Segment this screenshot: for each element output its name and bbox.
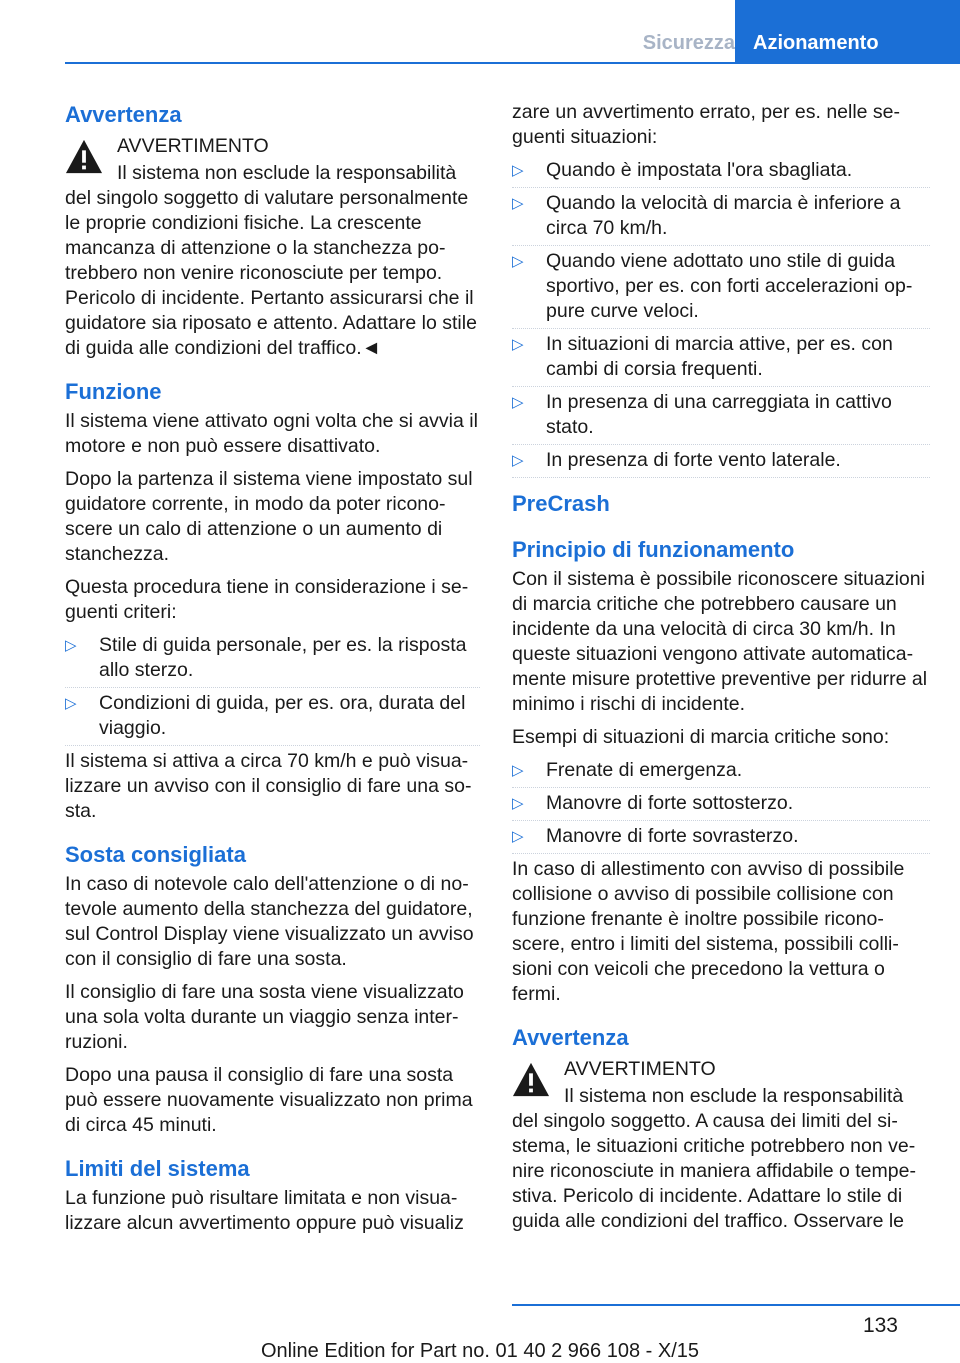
bullet-triangle-icon: ▷ [65, 695, 77, 712]
paragraph: La funzione può risultare limitata e non visualizzare alcun avvertimento oppure può visualiz [65, 1187, 464, 1234]
bullet-triangle-icon: ▷ [512, 452, 524, 469]
list-item: ▷ In presenza di forte vento laterale. [512, 448, 930, 473]
paragraph: Il sistema viene attivato ogni volta che si avvia il motore e non può essere disattivato. [65, 410, 478, 457]
criteria-list [65, 633, 480, 741]
list-item: ▷ In presenza di una carreggiata in cattivo stato. [512, 390, 930, 440]
bullet-triangle-icon: ▷ [512, 795, 524, 812]
limits-list [512, 158, 930, 473]
page-header [65, 0, 960, 64]
warning-title: AVVERTIMENTO [564, 1058, 716, 1080]
paragraph: In caso di notevole calo dell'attenzione o di notevole aumento della stanchezza del guidatore, sul Control Display viene visualizzato un avviso con il consiglio di fare una sosta. [65, 873, 474, 970]
paragraph: Dopo una pausa il consiglio di fare una sosta può essere nuovamente visualizzato non prima di circa 45 minuti. [65, 1064, 473, 1136]
paragraph: Questa procedura tiene in considerazione i seguenti criteri: [65, 576, 469, 623]
list-item: ▷ Quando la velocità di marcia è inferiore a circa 70 km/h. [512, 191, 930, 241]
list-item: ▷ Quando viene adottato uno stile di guida sportivo, per es. con forti accelerazioni oppure curve veloci. [512, 249, 930, 324]
precrash-heading: PreCrash [512, 491, 610, 516]
sosta-heading: Sosta consigliata [65, 842, 246, 867]
list-item: ▷ Condizioni di guida, per es. ora, durata del viaggio. [65, 691, 480, 741]
paragraph: Con il sistema è possibile riconoscere situazioni di marcia critiche che potrebbero causare un incidente da una velocità di circa 30 km/h. In queste situazioni vengono attivate automaticamente misure protettive preventive per ridurre al minimo i rischi di incidente. [512, 568, 928, 715]
footer-rule [512, 1304, 960, 1306]
list-item: ▷ In situazioni di marcia attive, per es. con cambi di corsia frequenti. [512, 332, 930, 382]
paragraph: In caso di allestimento con avviso di possibile collisione o avviso di possibile collisione con funzione frenante è inoltre possibile riconoscere, entro i limiti del sistema, possibili collisioni con veicoli che precedono la vettura o fermi. [512, 858, 905, 1005]
examples-list [512, 758, 930, 849]
header-section-label: Sicurezza [642, 32, 735, 54]
list-item: ▷ Manovre di forte sottosterzo. [512, 791, 930, 816]
bullet-triangle-icon: ▷ [512, 828, 524, 845]
paragraph: Esempi di situazioni di marcia critiche sono: [512, 726, 890, 748]
left-column [65, 100, 480, 1244]
paragraph: Il consiglio di fare una sosta viene visualizzato una sola volta durante un viaggio senza interruzioni. [65, 981, 464, 1053]
warning-heading: Avvertenza [65, 102, 182, 127]
list-item: ▷ Quando è impostata l'ora sbagliata. [512, 158, 930, 183]
list-item: ▷ Frenate di emergenza. [512, 758, 930, 783]
warning-box [512, 1057, 930, 1234]
bullet-triangle-icon: ▷ [512, 394, 524, 411]
warning-heading: Avvertenza [512, 1025, 629, 1050]
principio-heading: Principio di funzionamento [512, 537, 795, 562]
list-item: ▷ Manovre di forte sovrasterzo. [512, 824, 930, 849]
warning-box [65, 134, 480, 361]
bullet-triangle-icon: ▷ [512, 195, 524, 212]
right-column [512, 100, 930, 1242]
warning-triangle-icon [512, 1061, 550, 1099]
bullet-triangle-icon: ▷ [512, 336, 524, 353]
warning-text: Il sistema non esclude la responsabilità del singolo soggetto di valutare personalmente le proprie condizioni fisiche. La crescente mancanza di attenzione o la stanchezza potrebbero non venire riconosciute per tempo. Pericolo di incidente. Pertanto assicurarsi che il guidatore sia riposato e attento. Adattare lo stile di guida alle condizioni del traffico.◄ [65, 162, 477, 359]
paragraph: Il sistema si attiva a circa 70 km/h e può visualizzare un avviso con il consiglio di fare una sosta. [65, 750, 472, 822]
page-number: 133 [862, 1314, 898, 1337]
bullet-triangle-icon: ▷ [65, 637, 77, 654]
edition-note: Online Edition for Part no. 01 40 2 966 108 - X/15 [260, 1340, 700, 1362]
limiti-heading: Limiti del sistema [65, 1156, 250, 1181]
paragraph: zare un avvertimento errato, per es. nelle seguenti situazioni: [512, 101, 901, 148]
warning-title: AVVERTIMENTO [117, 135, 269, 157]
warning-triangle-icon [65, 138, 103, 176]
warning-text: Il sistema non esclude la responsabilità del singolo soggetto. A causa dei limiti del sistema, le situazioni critiche potrebbero non venire riconosciute in maniera affidabile o tempestiva. Pericolo di incidente. Adattare lo stile di guida alle condizioni del traffico. Osservare le [512, 1085, 916, 1232]
bullet-triangle-icon: ▷ [512, 162, 524, 179]
list-item: ▷ Stile di guida personale, per es. la risposta allo sterzo. [65, 633, 480, 683]
funzione-heading: Funzione [65, 379, 162, 404]
paragraph: Dopo la partenza il sistema viene impostato sul guidatore corrente, in modo da poter riconoscere un calo di attenzione o un aumento di stanchezza. [65, 468, 473, 565]
bullet-triangle-icon: ▷ [512, 762, 524, 779]
header-active-tab: Azionamento [735, 0, 960, 62]
bullet-triangle-icon: ▷ [512, 253, 524, 270]
